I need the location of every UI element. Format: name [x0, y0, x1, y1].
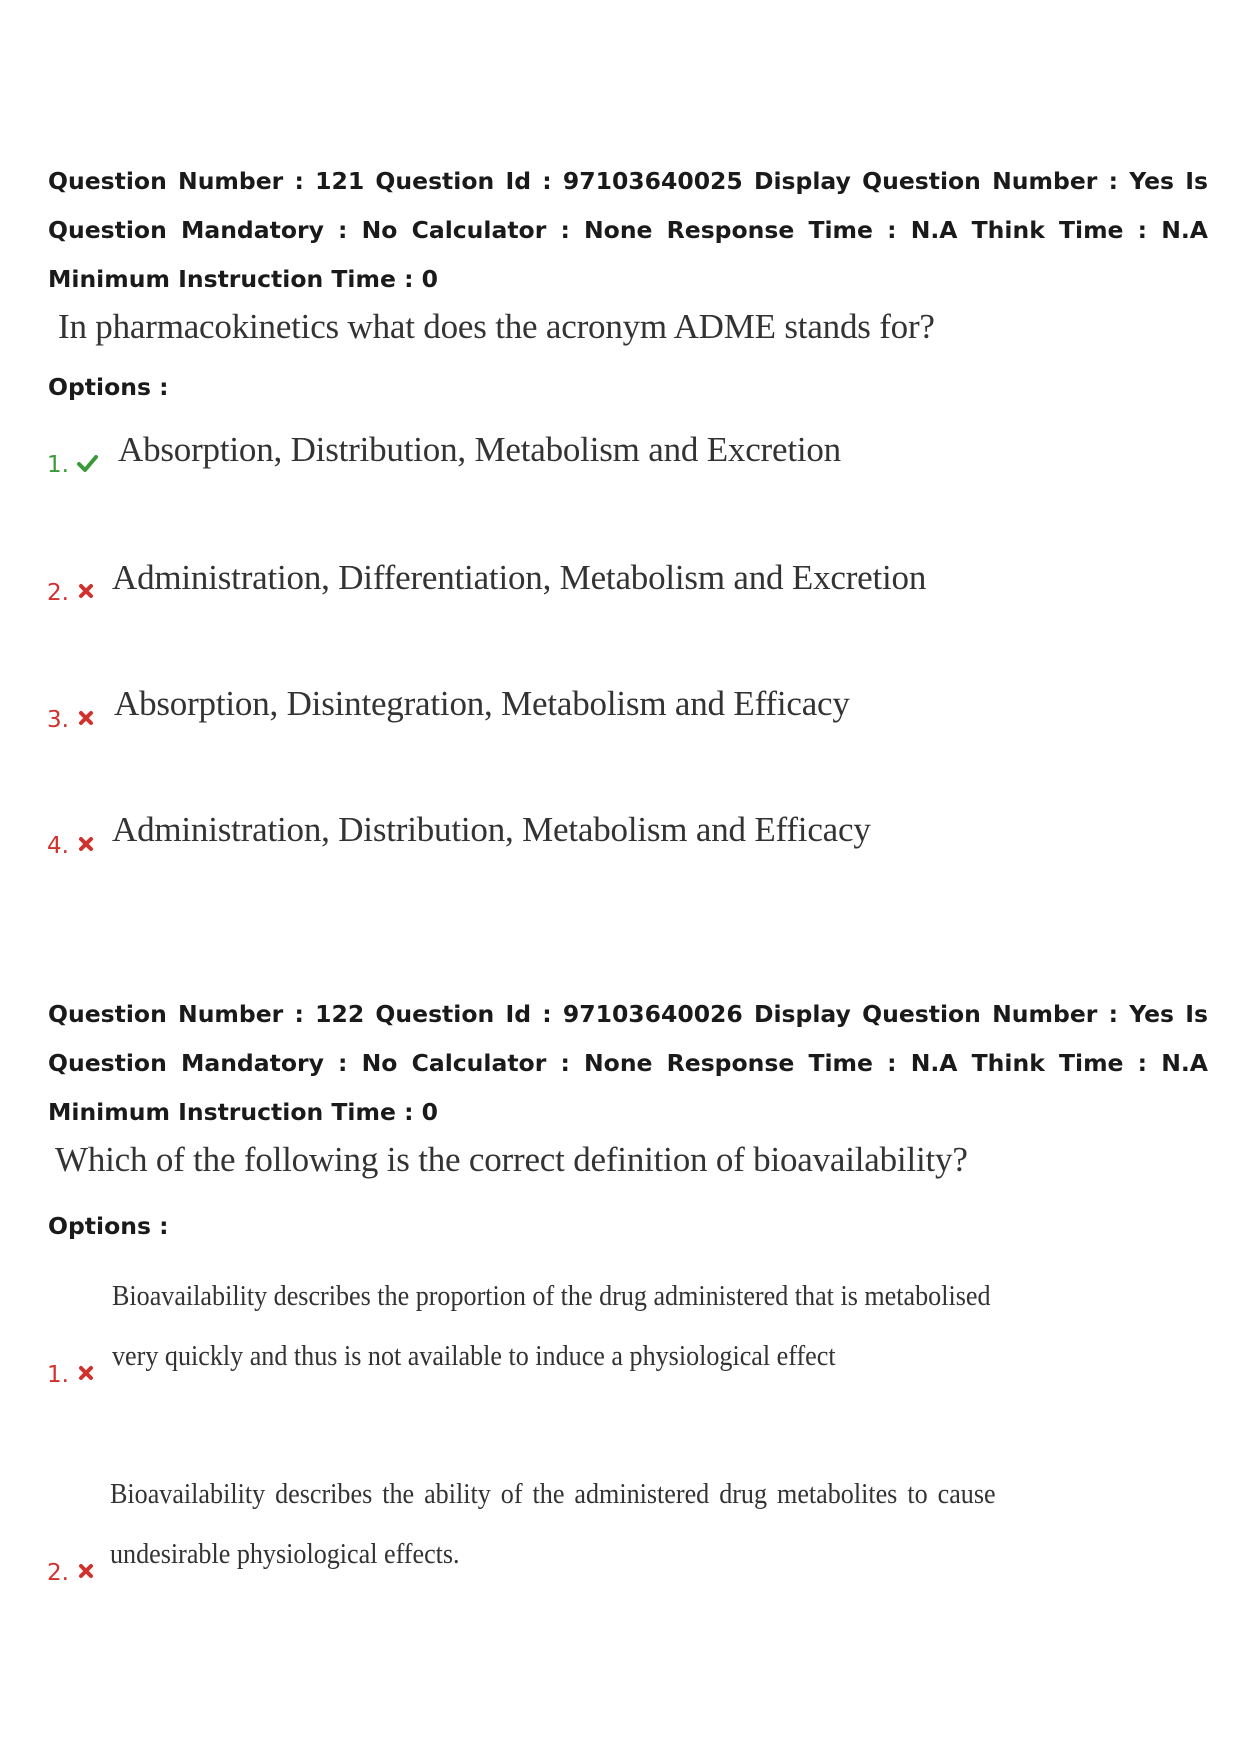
option-text: Bioavailability describes the ability of the administered drug metabolites to cause undesirable physiological effects.: [110, 1478, 996, 1570]
option-number: 2.: [47, 580, 69, 606]
option-text: Administration, Differentiation, Metabolism and Excretion: [112, 558, 927, 597]
option-number: 1.: [47, 452, 69, 478]
option-number: 1.: [47, 1362, 69, 1388]
option-text: Bioavailability describes the proportion of the drug administered that is metabolised very quickly and thus is not available to induce a physiological effect: [112, 1280, 991, 1372]
option-number: 2.: [47, 1560, 69, 1586]
check-icon: [76, 452, 98, 474]
cross-icon: [78, 583, 94, 599]
cross-icon: [78, 1563, 94, 1579]
option-text: Absorption, Disintegration, Metabolism and Efficacy: [114, 684, 850, 723]
question-text: Which of the following is the correct definition of bioavailability?: [55, 1140, 968, 1179]
options-label: Options :: [48, 373, 169, 401]
question-meta: Question Number : 121 Question Id : 97103640025 Display Question Number : Yes Is Question Mandatory : No Calculator : None Response Time : N.A Think Time : N.A Minimum Instruction Time : 0: [48, 167, 1208, 293]
question-text: In pharmacokinetics what does the acronym ADME stands for?: [58, 307, 935, 346]
option-number: 3.: [47, 707, 69, 733]
cross-icon: [78, 836, 94, 852]
question-meta: Question Number : 122 Question Id : 97103640026 Display Question Number : Yes Is Question Mandatory : No Calculator : None Response Time : N.A Think Time : N.A Minimum Instruction Time : 0: [48, 1000, 1208, 1126]
option-text: Absorption, Distribution, Metabolism and Excretion: [118, 430, 841, 469]
options-label: Options :: [48, 1212, 169, 1240]
option-number: 4.: [47, 833, 69, 859]
cross-icon: [78, 1365, 94, 1381]
option-text: Administration, Distribution, Metabolism and Efficacy: [112, 810, 871, 849]
cross-icon: [78, 710, 94, 726]
